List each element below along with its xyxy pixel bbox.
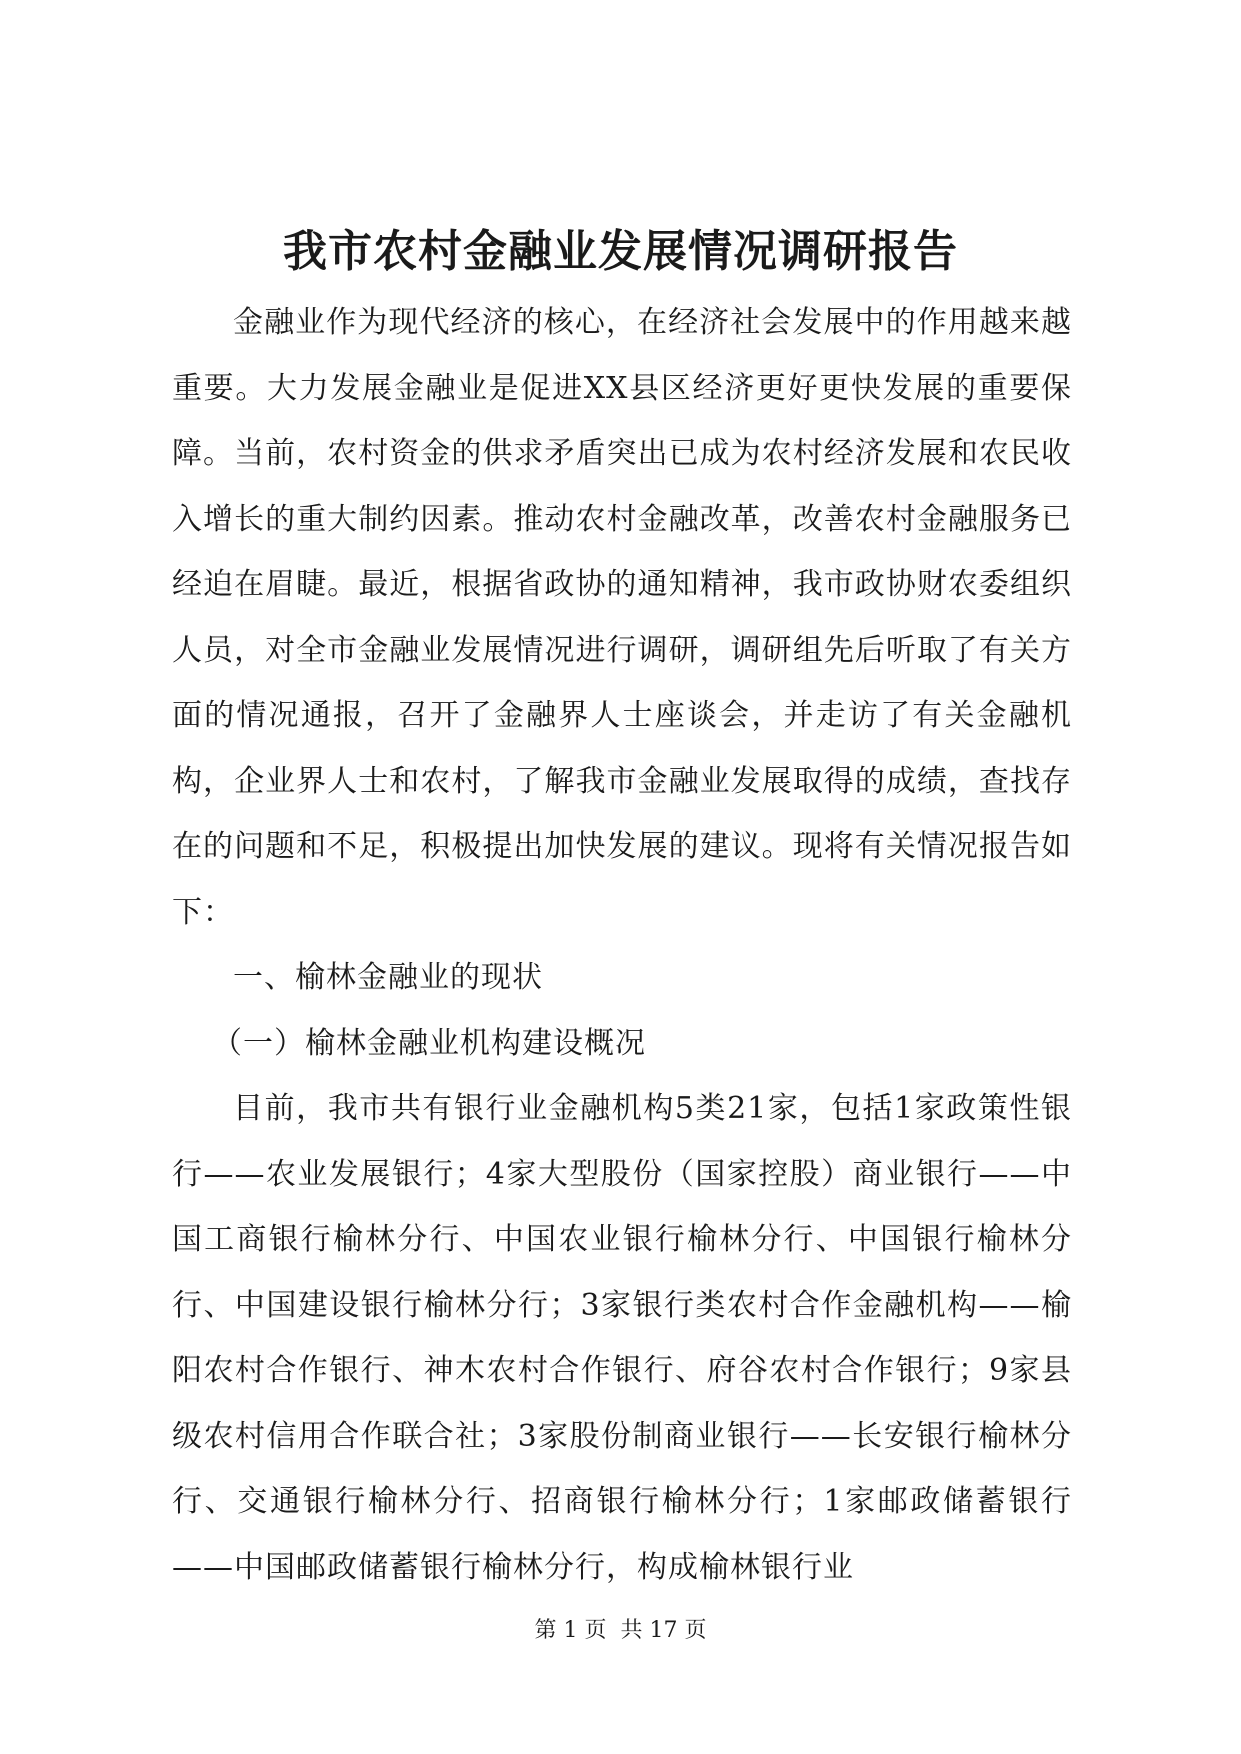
document-body <box>172 290 1072 1600</box>
page-total: 共 17 页 <box>620 1618 707 1643</box>
page-footer <box>0 1616 1241 1646</box>
section-heading: 一、榆林金融业的现状 <box>233 960 543 995</box>
document-title: 我市农村金融业发展情况调研报告 <box>283 226 958 277</box>
institutions-paragraph: 目前，我市共有银行业金融机构5类21家，包括1家政策性银行——农业发展银行；4家大型股份（国家控股）商业银行——中国工商银行榆林分行、中国农业银行榆林分行、中国银行榆林分行、中国建设银行榆林分行；3家银行类农村合作金融机构——榆阳农村合作银行、神木农村合作银行、府谷农村合作银行；9家县级农村信用合作联合社；3家股份制商业银行——长安银行榆林分行、交通银行榆林分行、招商银行榆林分行；1家邮政储蓄银行——中国邮政储蓄银行榆林分行，构成榆林银行业 <box>172 1091 1072 1585</box>
subsection-heading: （一）榆林金融业机构建设概况 <box>212 1025 646 1061</box>
page-number: 第 1 页 <box>534 1618 607 1643</box>
intro-paragraph: 金融业作为现代经济的核心，在经济社会发展中的作用越来越重要。大力发展金融业是促进XX县区经济更好更快发展的重要保障。当前，农村资金的供求矛盾突出已成为农村经济发展和农民收入增长的重大制约因素。推动农村金融改革，改善农村金融服务已经迫在眉睫。最近，根据省政协的通知精神，我市政协财农委组织人员，对全市金融业发展情况进行调研，调研组先后听取了有关方面的情况通报，召开了金融界人士座谈会，并走访了有关金融机构，企业界人士和农村，了解我市金融业发展取得的成绩，查找存在的问题和不足，积极提出加快发展的建议。现将有关情况报告如下： <box>172 305 1072 930</box>
